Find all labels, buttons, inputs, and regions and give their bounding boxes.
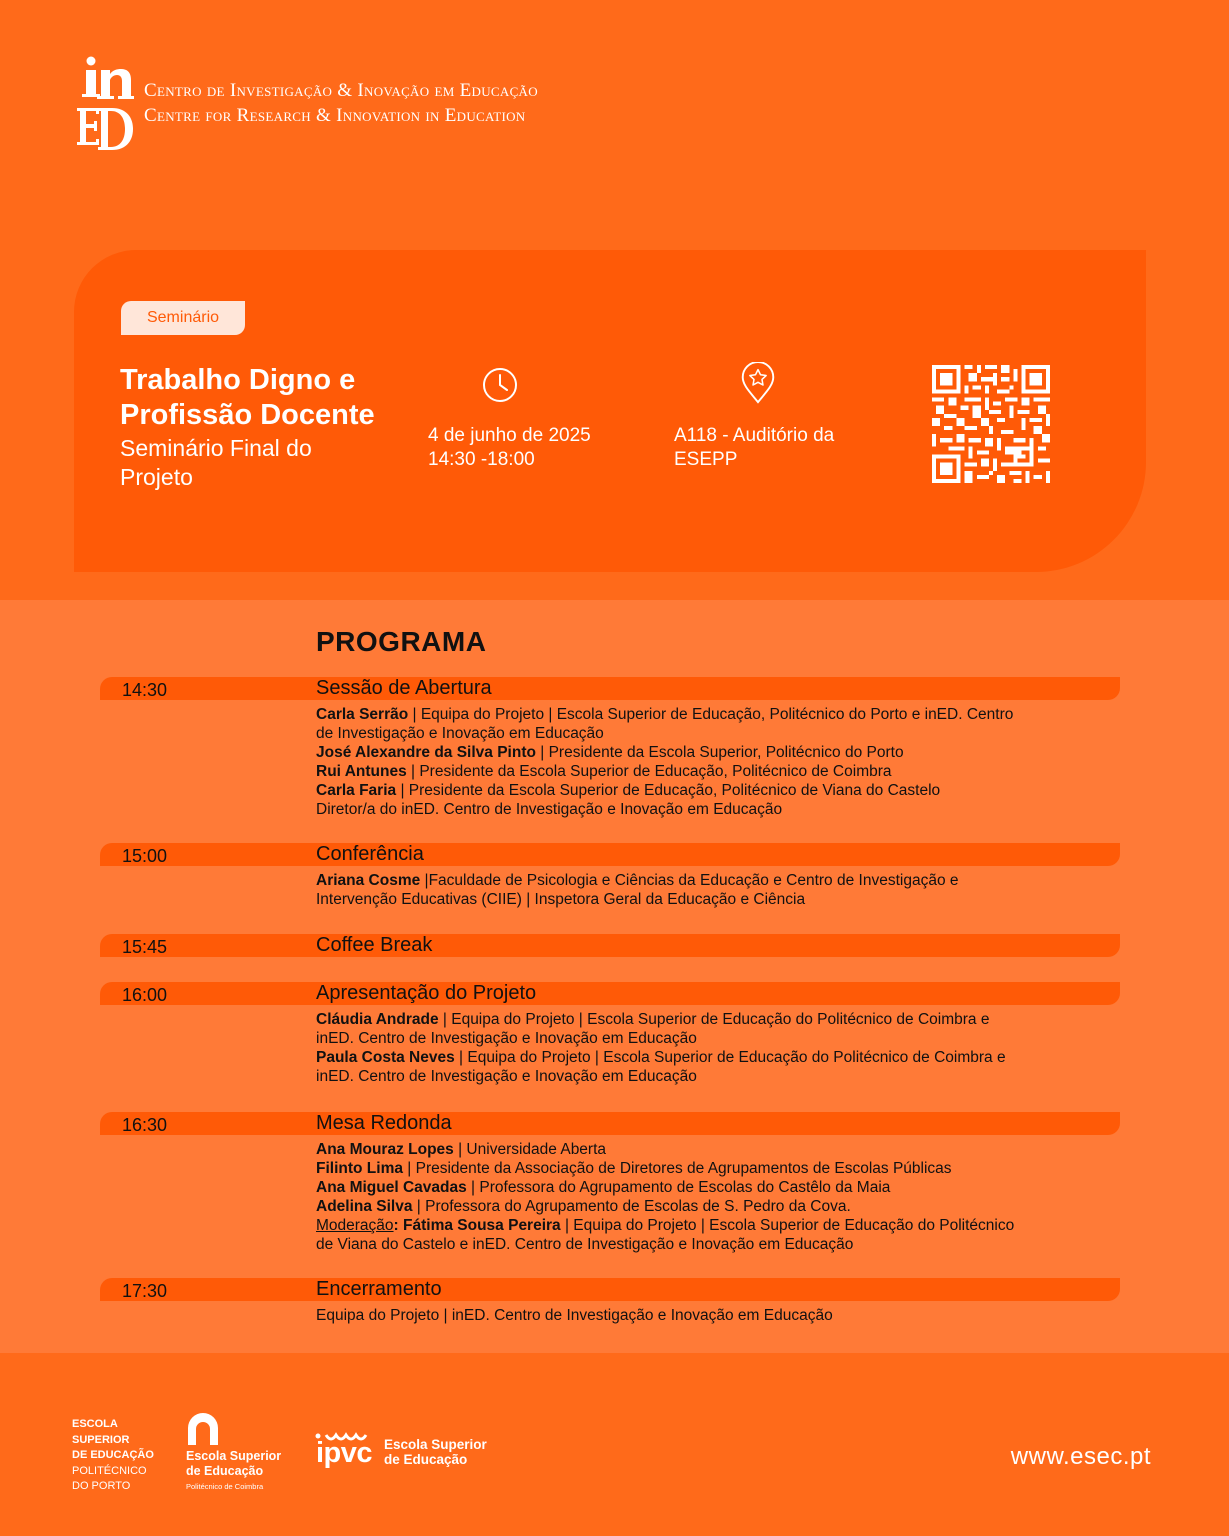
speaker-name: Filinto Lima [316, 1160, 403, 1177]
esec-logo [186, 1413, 296, 1491]
event-location-line1: A118 - Auditório da [674, 425, 835, 446]
speaker-line [316, 1159, 1076, 1178]
speaker-affiliation: Equipa do Projeto | inED. Centro de Investigação e Inovação em Educação [316, 1307, 833, 1324]
slot-speakers [316, 705, 1076, 819]
institution-name-en: Centre for Research & Innovation in Education [144, 105, 526, 126]
slot-speakers [316, 1140, 1076, 1254]
speaker-line [316, 1235, 1076, 1254]
event-title-block [120, 363, 380, 492]
event-datetime [428, 424, 591, 472]
speaker-name: : Fátima Sousa Pereira [393, 1217, 561, 1234]
speaker-line [316, 1306, 1076, 1325]
speaker-line [316, 781, 1076, 800]
speaker-line [316, 1010, 1076, 1029]
ipvc-school-name [384, 1437, 487, 1467]
slot-time: 16:00 [122, 985, 168, 1005]
esepp-logo-line: DO PORTO [72, 1480, 131, 1492]
event-location-line2: ESEPP [674, 449, 738, 470]
slot-bar [100, 1278, 1120, 1301]
speaker-affiliation: Diretor/a do inED. Centro de Investigação e Inovação em Educação [316, 801, 783, 818]
slot-time: 16:30 [122, 1115, 168, 1135]
esepp-logo-line: SUPERIOR [72, 1433, 130, 1446]
speaker-affiliation: | Universidade Aberta [453, 1141, 607, 1158]
speaker-line [316, 724, 1076, 743]
esepp-logo-line: POLITÉCNICO [72, 1464, 147, 1477]
website-link[interactable]: www.esec.pt [1010, 1443, 1151, 1470]
speaker-affiliation: |Faculdade de Psicologia e Ciências da Educação e Centro de Investigação e [420, 872, 959, 889]
event-type-badge: Seminário [121, 301, 245, 335]
speaker-name: José Alexandre da Silva Pinto [316, 744, 536, 761]
event-card [74, 250, 1146, 572]
speaker-affiliation: | Presidente da Escola Superior de Educação, Politécnico de Coimbra [406, 763, 892, 780]
slot-bar [100, 677, 1120, 700]
qr-code[interactable] [932, 365, 1050, 483]
speaker-name: Carla Serrão [316, 706, 409, 723]
esepp-logo-line: ESCOLA [72, 1418, 118, 1430]
speaker-affiliation: inED. Centro de Investigação e Inovação em Educação [316, 1030, 697, 1047]
slot-title: Mesa Redonda [316, 1112, 452, 1134]
speaker-name: Paula Costa Neves [316, 1049, 455, 1066]
esec-logo-line1: Escola Superior [186, 1449, 282, 1463]
speaker-name: Ana Mouraz Lopes [316, 1141, 454, 1158]
speaker-line [316, 871, 1076, 890]
event-date: 4 de junho de 2025 [428, 425, 591, 446]
clock-icon [481, 364, 519, 406]
slot-title: Sessão de Abertura [316, 677, 492, 699]
esec-logo-line2: de Educação [186, 1464, 264, 1478]
slot-title: Coffee Break [316, 934, 433, 956]
slot-speakers [316, 1306, 1076, 1325]
slot-bar [100, 1112, 1120, 1135]
event-location [674, 424, 834, 472]
slot-time: 14:30 [122, 680, 168, 700]
speaker-line [316, 1048, 1076, 1067]
footer [0, 1353, 1229, 1536]
speaker-line [316, 743, 1076, 762]
speaker-name: Adelina Silva [316, 1198, 413, 1215]
speaker-name: Cláudia Andrade [316, 1011, 439, 1028]
speaker-line [316, 1178, 1076, 1197]
speaker-affiliation: | Equipa do Projeto | Escola Superior de Educação, Politécnico do Porto e inED. Centro [408, 706, 1014, 723]
ipvc-wordmark: ipvc [316, 1437, 373, 1469]
event-time: 14:30 -18:00 [428, 449, 535, 470]
speaker-affiliation: | Professora do Agrupamento de Escolas do Castêlo da Maia [466, 1179, 891, 1196]
arch-icon [186, 1413, 220, 1445]
speaker-affiliation: | Presidente da Escola Superior de Educação, Politécnico de Viana do Castelo [396, 782, 941, 799]
ipvc-school-line2: de Educação [384, 1452, 468, 1467]
speaker-affiliation: inED. Centro de Investigação e Inovação em Educação [316, 1068, 697, 1085]
slot-time: 15:00 [122, 846, 168, 866]
speaker-affiliation: | Equipa do Projeto | Escola Superior de Educação do Politécnico de Coimbra e [454, 1049, 1006, 1066]
speaker-name: Ana Miguel Cavadas [316, 1179, 467, 1196]
program-title: PROGRAMA [316, 626, 487, 657]
moderation-label: Moderação [316, 1217, 394, 1234]
esepp-logo [72, 1417, 154, 1495]
speaker-name: Ariana Cosme [316, 872, 421, 889]
speaker-affiliation: | Presidente da Escola Superior, Politécnico do Porto [535, 744, 904, 761]
slot-time: 17:30 [122, 1281, 168, 1301]
speaker-name: Carla Faria [316, 782, 397, 799]
speaker-line [316, 800, 1076, 819]
esec-logo-sub: Politécnico de Coimbra [186, 1482, 264, 1491]
speaker-affiliation: Intervenção Educativas (CIIE) | Inspetora Geral da Educação e Ciência [316, 891, 806, 908]
speaker-line [316, 1140, 1076, 1159]
speaker-affiliation: | Equipa do Projeto | Escola Superior de Educação do Politécnico [560, 1217, 1015, 1234]
slot-bar [100, 934, 1120, 957]
speaker-affiliation: de Viana do Castelo e inED. Centro de Investigação e Inovação em Educação [316, 1236, 854, 1253]
speaker-line [316, 762, 1076, 781]
slot-bar [100, 982, 1120, 1005]
program-section [0, 600, 1229, 1353]
header [0, 0, 1229, 250]
ined-logo-icon [74, 56, 134, 150]
speaker-affiliation: | Presidente da Associação de Diretores de Agrupamentos de Escolas Públicas [402, 1160, 952, 1177]
speaker-line [316, 1029, 1076, 1048]
speaker-line [316, 890, 1076, 909]
slot-time: 15:45 [122, 937, 168, 957]
speaker-line [316, 1067, 1076, 1086]
speaker-line [316, 1216, 1076, 1235]
institution-name-pt: Centro de Investigação & Inovação em Educação [144, 80, 538, 101]
slot-title: Apresentação do Projeto [316, 982, 537, 1004]
speaker-name: Rui Antunes [316, 763, 407, 780]
esepp-logo-line: DE EDUCAÇÃO [72, 1449, 154, 1461]
ipvc-school-line1: Escola Superior [384, 1437, 487, 1452]
slot-speakers [316, 1010, 1076, 1086]
speaker-affiliation: de Investigação e Inovação em Educação [316, 725, 604, 742]
speaker-affiliation: | Professora do Agrupamento de Escolas de S. Pedro da Cova. [412, 1198, 851, 1215]
speaker-line [316, 1197, 1076, 1216]
event-title: Trabalho Digno e Profissão Docente [120, 364, 375, 431]
event-subtitle: Seminário Final do Projeto [120, 435, 312, 490]
slot-speakers [316, 871, 1076, 909]
institution-name [144, 78, 538, 128]
speaker-line [316, 705, 1076, 724]
location-pin-icon [739, 362, 777, 404]
slot-title: Conferência [316, 843, 424, 865]
slot-bar [100, 843, 1120, 866]
slot-title: Encerramento [316, 1278, 442, 1300]
speaker-affiliation: | Equipa do Projeto | Escola Superior de Educação do Politécnico de Coimbra e [438, 1011, 990, 1028]
